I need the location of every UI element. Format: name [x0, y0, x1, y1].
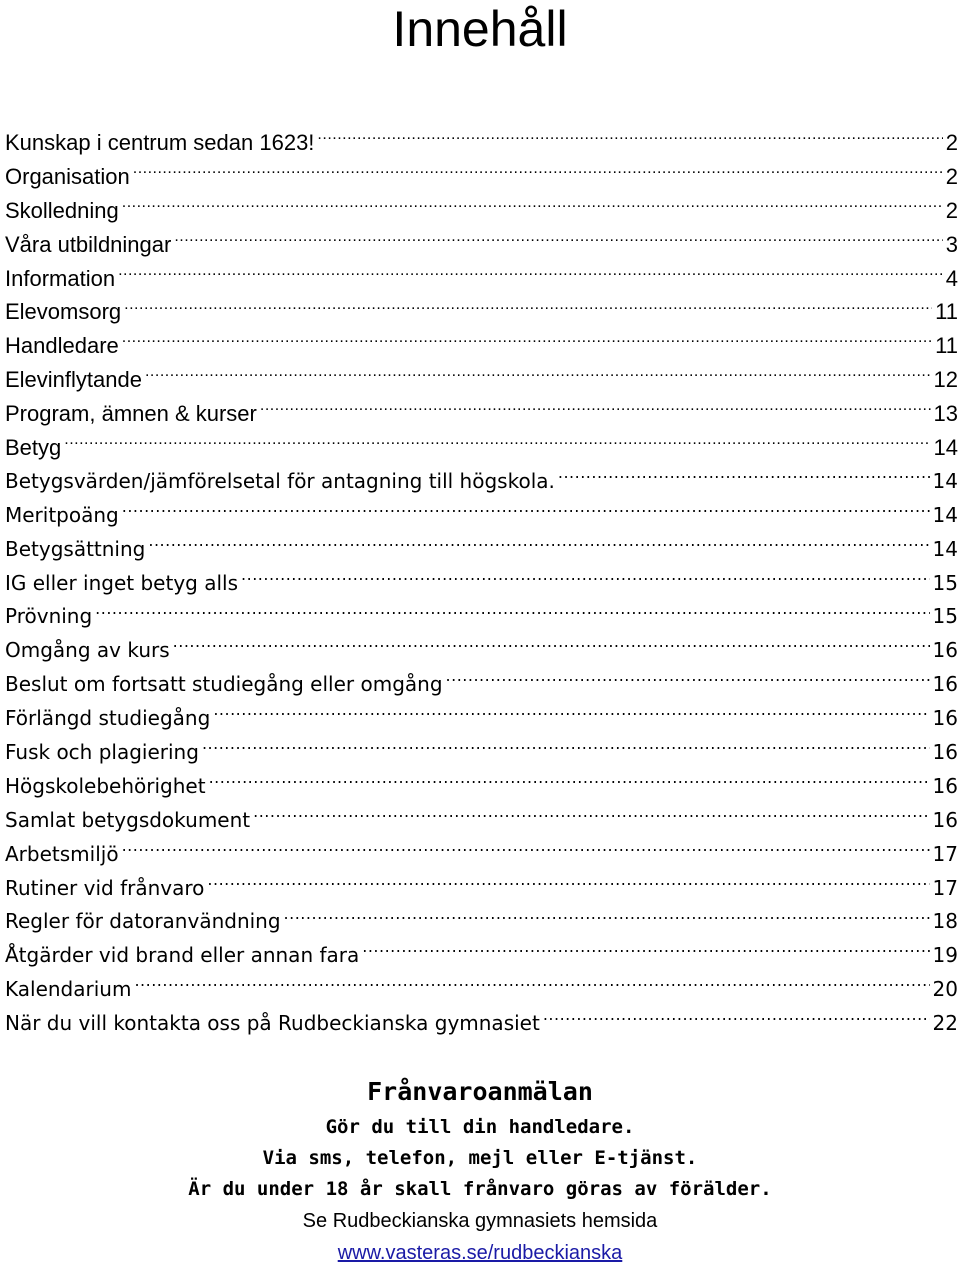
toc-dot-leader	[122, 331, 932, 353]
toc-entry[interactable]	[5, 228, 958, 262]
toc-entry-label: Fusk och plagiering	[5, 740, 199, 765]
toc-entry[interactable]	[5, 973, 958, 1007]
toc-dot-leader	[122, 502, 930, 522]
toc-entry[interactable]	[5, 668, 958, 702]
toc-entry[interactable]	[5, 804, 958, 838]
toc-entry[interactable]	[5, 939, 958, 973]
toc-dot-leader	[148, 536, 929, 556]
table-of-contents	[5, 126, 958, 1041]
toc-dot-leader	[284, 908, 930, 928]
toc-entry-label: Kalendarium	[5, 977, 132, 1002]
toc-dot-leader	[543, 1010, 930, 1030]
notice-line-channels: Via sms, telefon, mejl eller E-tjänst.	[262, 1147, 698, 1169]
notice-website-text: Se Rudbeckianska gymnasiets hemsida	[302, 1210, 658, 1232]
toc-entry[interactable]	[5, 262, 958, 296]
toc-entry-page: 11	[935, 333, 958, 359]
toc-entry-label: Information	[5, 265, 116, 291]
toc-entry[interactable]	[5, 194, 958, 228]
toc-entry[interactable]	[5, 126, 958, 160]
toc-entry-page: 16	[932, 638, 958, 663]
toc-entry-label: Omgång av kurs	[5, 638, 170, 663]
toc-entry-label: Handledare	[5, 333, 119, 359]
toc-entry[interactable]	[5, 533, 958, 567]
toc-entry-page: 22	[932, 1011, 958, 1036]
toc-entry-page: 11	[935, 299, 958, 325]
toc-entry-label: Åtgärder vid brand eller annan fara	[5, 943, 360, 968]
toc-entry-page: 3	[945, 231, 958, 257]
toc-entry-page: 14	[932, 502, 958, 527]
toc-entry-label: Elevinflytande	[5, 367, 142, 393]
toc-entry[interactable]	[5, 397, 958, 431]
toc-entry[interactable]	[5, 600, 958, 634]
toc-entry-page: 20	[932, 977, 958, 1002]
toc-entry-label: Prövning	[5, 604, 93, 629]
toc-entry-label: Arbetsmiljö	[5, 841, 119, 866]
toc-entry-label: Betygsvärden/jämförelsetal för antagning till högskola.	[5, 468, 555, 493]
toc-entry-label: När du vill kontakta oss på Rudbeckianska gymnasiet	[5, 1011, 540, 1036]
toc-dot-leader	[362, 942, 929, 962]
toc-entry-label: Betyg	[5, 435, 62, 461]
toc-dot-leader	[64, 433, 930, 455]
toc-entry[interactable]	[5, 329, 958, 363]
notice-line-handledare: Gör du till din handledare.	[325, 1116, 635, 1138]
toc-entry-label: Regler för datoranvändning	[5, 909, 281, 934]
toc-entry-page: 13	[933, 401, 958, 427]
toc-entry-page: 17	[932, 841, 958, 866]
toc-entry-page: 4	[945, 265, 958, 291]
toc-entry[interactable]	[5, 363, 958, 397]
toc-dot-leader	[253, 807, 929, 827]
toc-dot-leader	[209, 773, 930, 793]
toc-dot-leader	[145, 365, 931, 387]
toc-entry-page: 14	[932, 468, 958, 493]
toc-entry-page: 16	[932, 672, 958, 697]
absence-notice	[0, 1072, 960, 1268]
toc-entry-page: 15	[932, 570, 958, 595]
toc-dot-leader	[317, 128, 942, 150]
toc-entry-label: Program, ämnen & kurser	[5, 401, 257, 427]
notice-heading: Frånvaroanmälan	[367, 1077, 593, 1106]
toc-entry-page: 16	[932, 706, 958, 731]
toc-entry-label: Beslut om fortsatt studiegång eller omgång	[5, 672, 443, 697]
toc-entry[interactable]	[5, 872, 958, 906]
toc-dot-leader	[122, 841, 930, 861]
toc-entry-label: Våra utbildningar	[5, 231, 172, 257]
toc-entry-label: IG eller inget betyg alls	[5, 570, 239, 595]
toc-entry[interactable]	[5, 838, 958, 872]
toc-dot-leader	[558, 468, 930, 488]
toc-entry[interactable]	[5, 634, 958, 668]
toc-dot-leader	[95, 603, 929, 623]
toc-entry[interactable]	[5, 702, 958, 736]
toc-entry-page: 14	[933, 435, 958, 461]
toc-entry-page: 15	[932, 604, 958, 629]
toc-entry[interactable]	[5, 431, 958, 465]
toc-dot-leader	[122, 196, 943, 218]
toc-entry[interactable]	[5, 295, 958, 329]
toc-entry[interactable]	[5, 499, 958, 533]
website-link[interactable]: www.vasteras.se/rudbeckianska	[337, 1242, 623, 1264]
toc-dot-leader	[134, 976, 929, 996]
toc-entry-label: Skolledning	[5, 197, 119, 223]
notice-line-parents: Är du under 18 år skall frånvaro göras av förälder.	[188, 1178, 772, 1200]
toc-entry-page: 2	[945, 163, 958, 189]
page-title: Innehåll	[392, 1, 568, 57]
toc-dot-leader	[174, 230, 942, 252]
toc-dot-leader	[118, 264, 943, 286]
toc-entry-label: Kunskap i centrum sedan 1623!	[5, 130, 315, 155]
toc-dot-leader	[213, 705, 929, 725]
toc-entry-page: 18	[932, 909, 958, 934]
toc-entry-page: 17	[932, 875, 958, 900]
toc-dot-leader	[207, 875, 929, 895]
toc-entry[interactable]	[5, 465, 958, 499]
toc-entry[interactable]	[5, 160, 958, 194]
toc-dot-leader	[202, 739, 930, 759]
toc-entry-page: 2	[945, 130, 958, 155]
toc-dot-leader	[260, 399, 931, 421]
toc-entry-label: Organisation	[5, 163, 130, 189]
toc-entry-page: 16	[932, 773, 958, 798]
toc-entry[interactable]	[5, 567, 958, 601]
toc-entry[interactable]	[5, 905, 958, 939]
toc-entry-page: 2	[945, 197, 958, 223]
toc-entry-label: Förlängd studiegång	[5, 706, 211, 731]
toc-entry-label: Rutiner vid frånvaro	[5, 875, 205, 900]
toc-entry-label: Meritpoäng	[5, 502, 119, 527]
toc-entry-page: 12	[933, 367, 958, 393]
toc-dot-leader	[241, 570, 930, 590]
toc-entry-page: 19	[932, 943, 958, 968]
toc-entry-page: 16	[932, 807, 958, 832]
toc-entry[interactable]	[5, 1007, 958, 1041]
toc-entry[interactable]	[5, 736, 958, 770]
toc-entry-label: Elevomsorg	[5, 299, 122, 325]
toc-entry-label: Samlat betygsdokument	[5, 807, 251, 832]
toc-dot-leader	[446, 671, 930, 691]
toc-entry-label: Betygsättning	[5, 536, 146, 561]
toc-entry-page: 16	[932, 740, 958, 765]
toc-dot-leader	[124, 297, 932, 319]
toc-dot-leader	[173, 637, 930, 657]
toc-dot-leader	[133, 162, 943, 184]
toc-entry[interactable]	[5, 770, 958, 804]
toc-entry-label: Högskolebehörighet	[5, 773, 206, 798]
toc-entry-page: 14	[932, 536, 958, 561]
